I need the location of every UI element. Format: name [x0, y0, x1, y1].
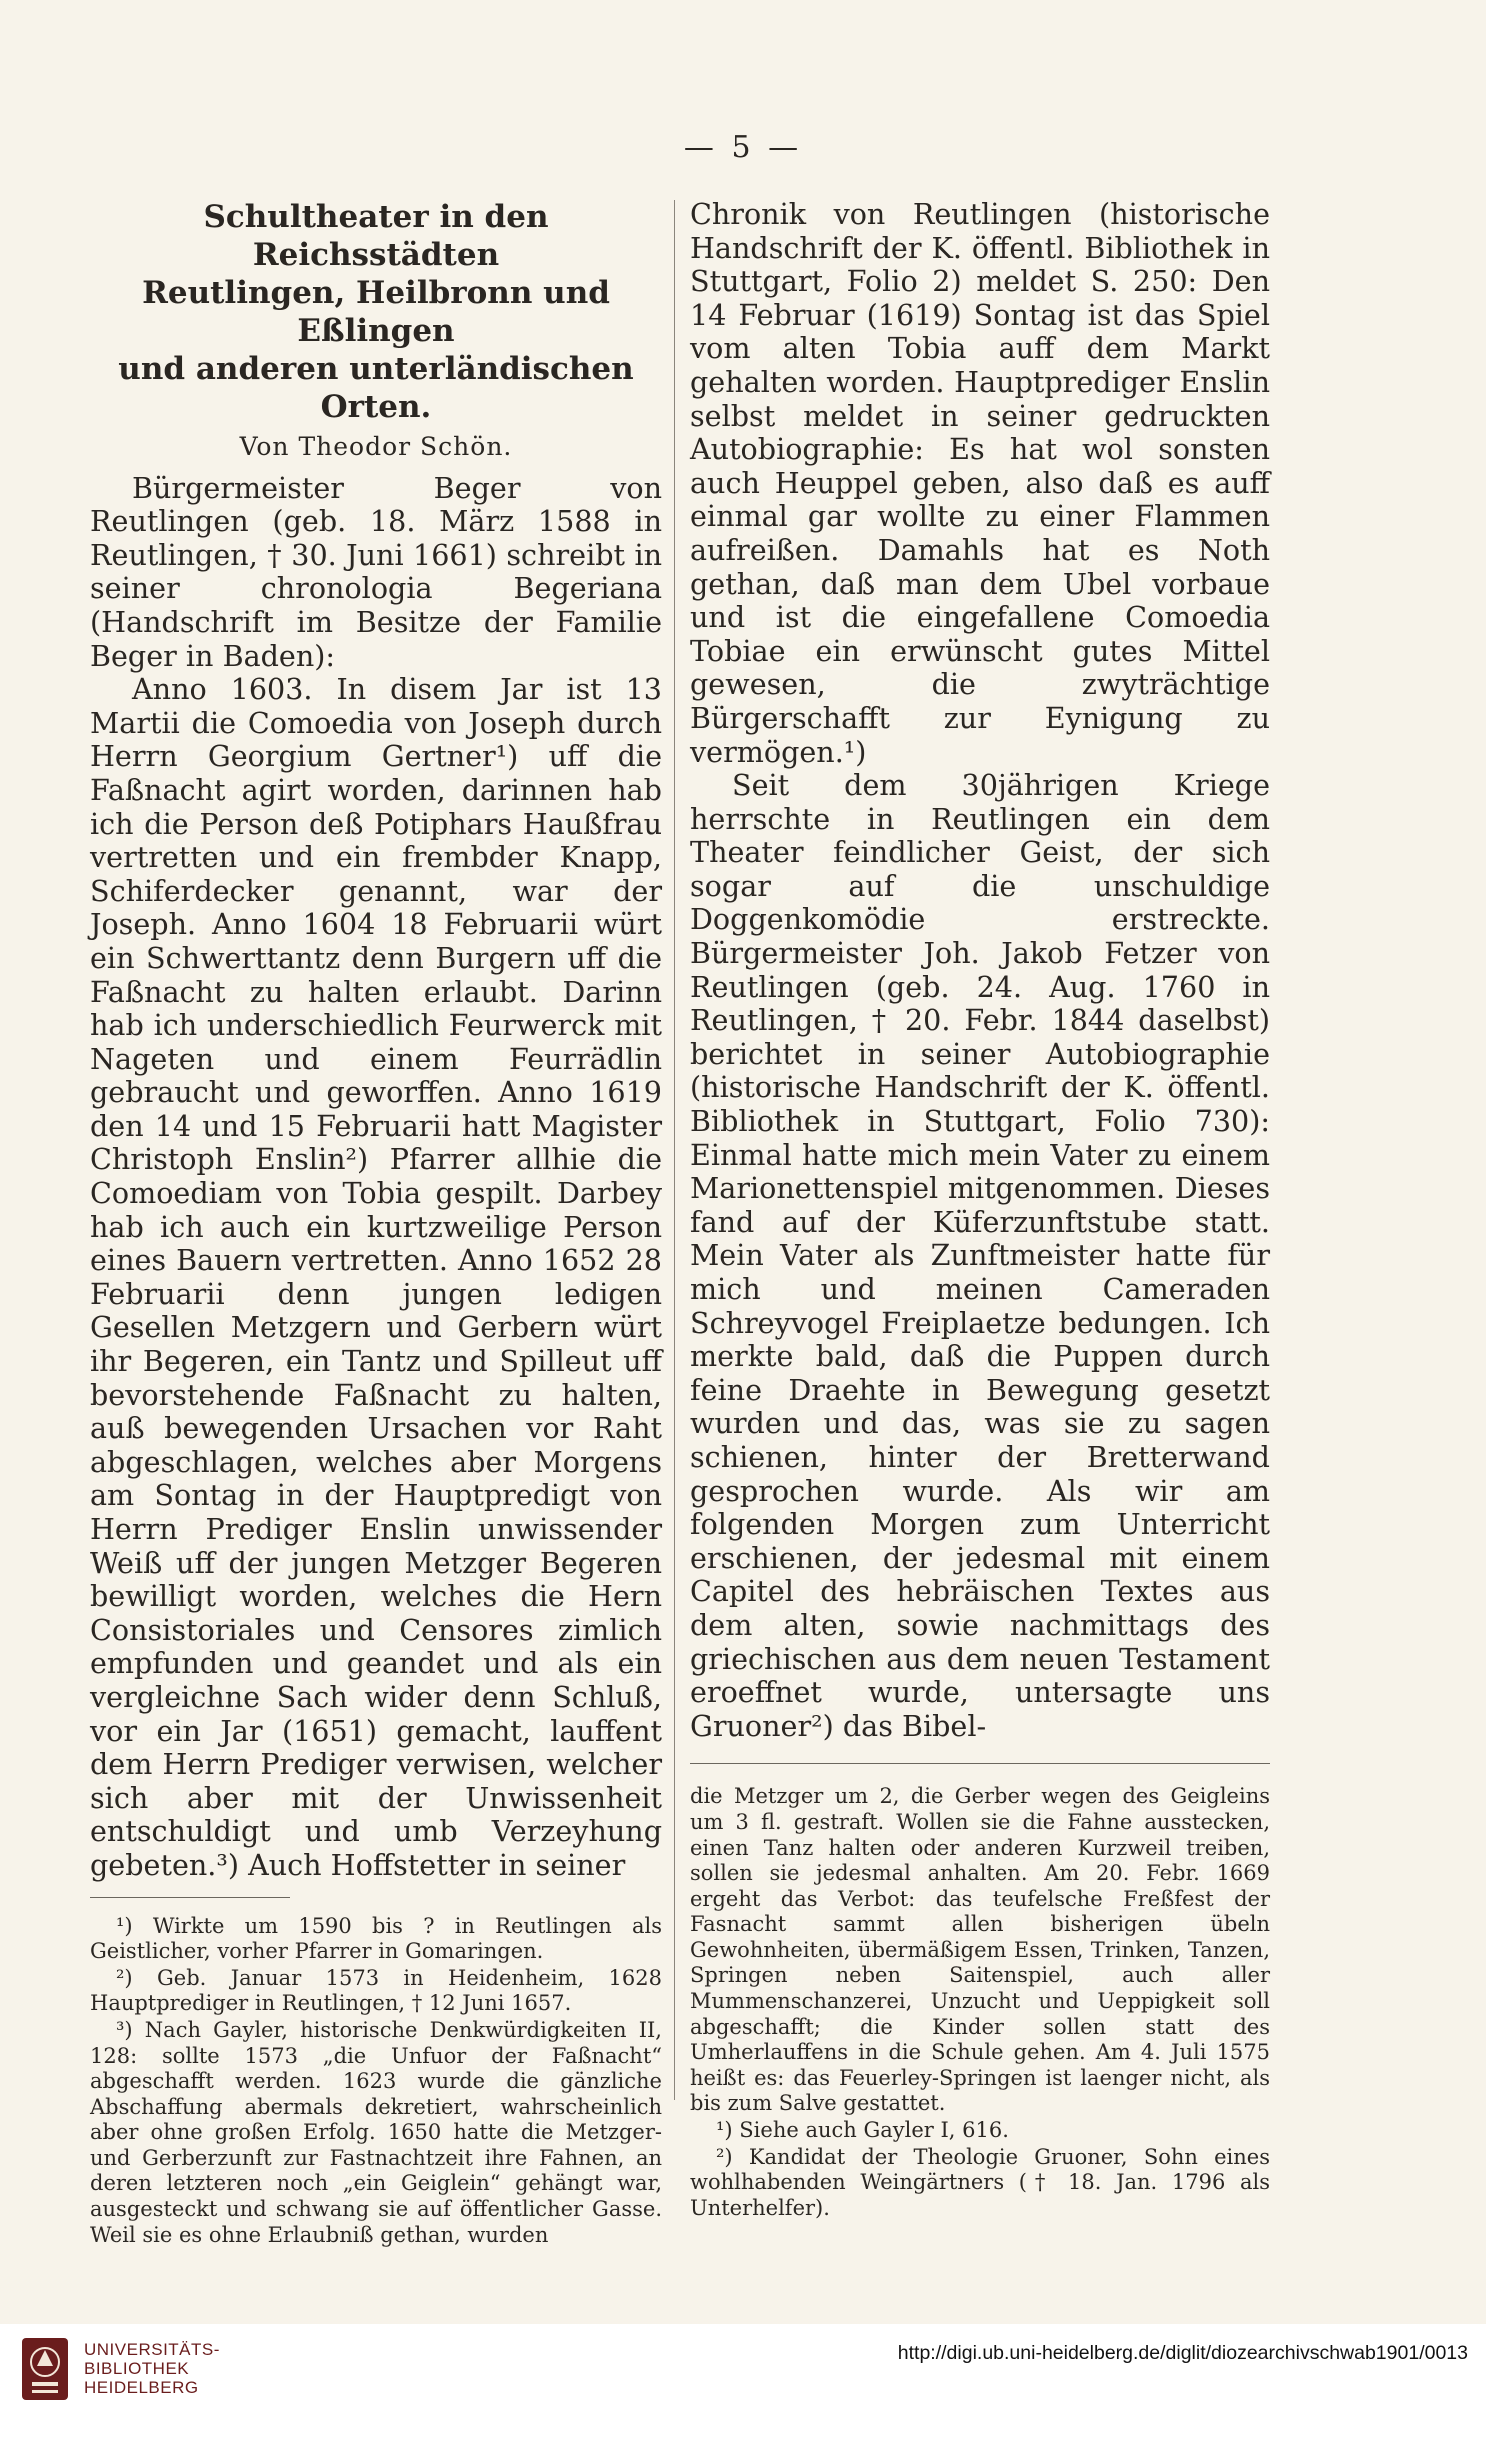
right-column [690, 198, 1270, 2221]
paragraph: Bürgermeister Beger von Reutlingen (geb. 18. März 1588 in Reutlingen, † 30. Juni 1661) schreibt in seiner chronologia Begeriana (Handschrift im Besitze der Familie Beger in Baden): [90, 470, 662, 673]
institution-line: UNIVERSITÄTS- [84, 2340, 220, 2359]
footnote: ¹) Wirkte um 1590 bis ? in Reutlingen als Geistlicher, vorher Pfarrer in Gomaringen. [90, 1913, 662, 1964]
author-byline: Von Theodor Schön. [239, 432, 513, 461]
institution-line: BIBLIOTHEK [84, 2359, 190, 2378]
article-title [90, 198, 662, 426]
footnote-divider [90, 1897, 290, 1898]
university-seal-icon [20, 2336, 70, 2402]
footnote: ²) Geb. Januar 1573 in Heidenheim, 1628 Hauptprediger in Reutlingen, † 12 Juni 1657. [90, 1965, 662, 2016]
footnote: ¹) Siehe auch Gayler I, 616. [716, 2118, 1009, 2143]
title-line-2: Reutlingen, Heilbronn und Eßlingen [142, 275, 610, 349]
footnote: die Metzger um 2, die Gerber wegen des Geigleins um 3 fl. gestraft. Wollen sie die Fahne ausstecken, einen Tanz halten oder anderen Kurzweil treiben, sollen sie jedesmal anhalten. Am 20. Febr. 1669 ergeht das Verbot: das teufelsche Freßfest der Fasnacht sammt allen bisherigen übeln Gewohnheiten, übermäßigem Essen, Trinken, Tanzen, Springen neben Saitenspiel, auch aller Mummenschanzerei, Unzucht und Ueppigkeit soll abgeschafft; die Kinder sollen statt des Umherlauffens in die Schule gehen. Am 4. Juli 1575 heißt es: das Feuerley-Springen ist laenger nicht, als bis zum Salve gestattet. [690, 1784, 1270, 2116]
left-footnotes [90, 1914, 662, 2249]
institution-line: HEIDELBERG [84, 2378, 199, 2397]
institution-name [84, 2340, 220, 2397]
source-url[interactable]: http://digi.ub.uni-heidelberg.de/diglit/diozearchivschwab1901/0013 [897, 2342, 1468, 2364]
left-column [90, 198, 662, 2248]
page-number: — 5 — [683, 130, 803, 165]
column-divider [674, 200, 675, 2100]
footnote-divider [690, 1763, 1270, 1764]
footnote: ²) Kandidat der Theologie Gruoner, Sohn eines wohlhabenden Weingärtners († 18. Jan. 1796 als Unterhelfer). [690, 2144, 1270, 2220]
paragraph: Chronik von Reutlingen (historische Handschrift der K. öffentl. Bibliothek in Stuttgart, Folio 2) meldet S. 250: Den 14 Februar (1619) Sontag ist das Spiel vom alten Tobia auff dem Markt gehalten worden. Hauptprediger Enslin selbst meldet in seiner gedruckten Autobiographie: Es hat wol sonsten auch Heuppel geben, also daß es auff einmal gar wollte zu einer Flammen aufreißen. Damahls hat es Noth gethan, daß man dem Ubel vorbaue und ist die eingefallene Comoedia Tobiae ein erwünscht gutes Mittel gewesen, die zwyträchtige Bürgerschafft zur Eynigung zu vermögen.¹) [690, 197, 1270, 769]
paragraph: Seit dem 30jährigen Kriege herrschte in Reutlingen ein dem Theater feindlicher Geist, der sich sogar auf die unschuldige Doggenkomödie erstreckte. Bürgermeister Joh. Jakob Fetzer von Reutlingen (geb. 24. Aug. 1760 in Reutlingen, † 20. Febr. 1844 daselbst) berichtet in seiner Autobiographie (historische Handschrift der K. öffentl. Bibliothek in Stuttgart, Folio 730): Einmal hatte mich mein Vater zu einem Marionettenspiel mitgenommen. Dieses fand auf der Küferzunftstube statt. Mein Vater als Zunftmeister hatte für mich und meinen Cameraden Schreyvogel Freiplaetze bedungen. Ich merkte bald, daß die Puppen durch feine Draehte in Bewegung gesetzt wurden und das, was sie zu sagen schienen, hinter der Bretterwand gesprochen wurde. Als wir am folgenden Morgen zum Unterricht erschienen, der jedesmal mit einem Capitel des hebräischen Textes aus dem alten, sowie nachmittags des griechischen aus dem neuen Testament eroeffnet wurde, untersagte uns Gruoner²) das Bibel- [690, 768, 1270, 1743]
title-line-1: Schultheater in den Reichsstädten [203, 199, 549, 273]
right-footnotes [690, 1784, 1270, 2221]
footnote: ³) Nach Gayler, historische Denkwürdigkeiten II, 128: sollte 1573 „die Unfuor der Faßnacht“ abgeschafft werden. 1623 wurde die gänzliche Abschaffung abermals dekretiert, wahrscheinlich aber ohne großen Erfolg. 1650 hatte die Metzger- und Gerberzunft zur Fastnachtzeit ihre Fahnen, an deren letzteren noch „ein Geiglein“ gehängt war, ausgesteckt und schwang sie auf öffentlicher Gasse. Weil sie es ohne Erlaubniß gethan, wurden [90, 2017, 662, 2247]
title-line-3: und anderen unterländischen Orten. [118, 351, 634, 425]
paragraph: Anno 1603. In disem Jar ist 13 Martii die Comoedia von Joseph durch Herrn Georgium Gertner¹) uff die Faßnacht agirt worden, darinnen hab ich die Person deß Potiphars Haußfrau vertretten und ein frembder Knapp, Schiferdecker genannt, war der Joseph. Anno 1604 18 Februarii würt ein Schwerttantz denn Burgern uff die Faßnacht zu halten erlaubt. Darinn hab ich underschiedlich Feurwerck mit Nageten und einem Feurrädlin gebraucht und geworffen. Anno 1619 den 14 und 15 Februarii hatt Magister Christoph Enslin²) Pfarrer allhie die Comoediam von Tobia gespilt. Darbey hab ich auch ein kurtzweilige Person eines Bauern vertretten. Anno 1652 28 Februarii denn jungen ledigen Gesellen Metzgern und Gerbern würt ihr Begeren, ein Tantz und Spilleut uff bevorstehende Faßnacht zu halten, auß bewegenden Ursachen vor Raht abgeschlagen, welches aber Morgens am Sontag in der Hauptpredigt von Herrn Prediger Enslin unwissender Weiß uff der jungen Metzger Begeren bewilligt worden, welches die Hern Consistoriales und Censores zimlich empfunden und geandet und als ein vergleichne Sach wider denn Schluß, vor ein Jar (1651) gemacht, lauffent dem Herrn Prediger verwisen, welcher sich aber mit der Unwissenheit entschuldigt und umb Verzeyhung gebeten.³) Auch Hoffstetter in seiner [90, 672, 662, 1882]
